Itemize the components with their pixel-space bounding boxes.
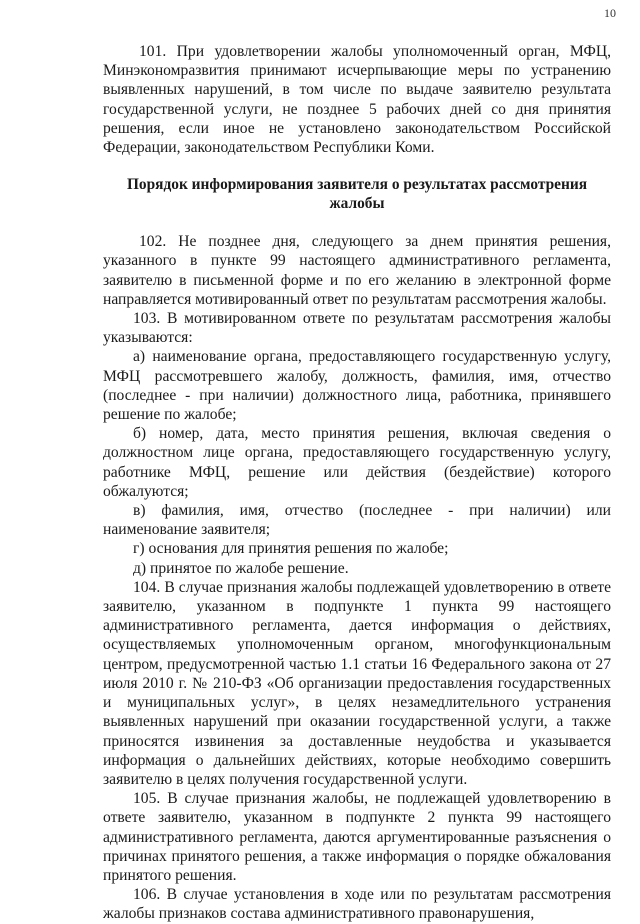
- list-item-d: д) принятое по жалобе решение.: [133, 559, 349, 577]
- paragraph-104: 104. В случае признания жалобы подлежащей удовлетворению в ответе заявителю, указанном в подпункте 1 пункта 99 настоящего административного регламента, дается информация о действиях, осуществляемых уполномоченным органом, многофункциональным центром, предусмотренной частью 1.1 статьи 16 Федерального закона от 27 июля 2010 г. № 210-ФЗ «Об организации предоставления государственных и муниципальных услуг», в целях незамедлительного устранения выявленных нарушений при оказании государственной услуги, а также приносятся извинения за доставленные неудобства и указывается информация о дальнейших действиях, которые необходимо совершить заявителю в целях получения государственной услуги.: [103, 578, 611, 788]
- list-item-g: г) основания для принятия решения по жалобе;: [133, 540, 449, 558]
- page-number: 10: [604, 6, 616, 20]
- document-body: [103, 42, 611, 924]
- section-heading: Порядок информирования заявителя о результатах рассмотрения жалобы: [126, 176, 588, 213]
- paragraph-106: 106. В случае установления в ходе или по результатам рассмотрения жалобы признаков состава административного правонарушения,: [103, 886, 611, 923]
- list-item-b: б) номер, дата, место принятия решения, включая сведения о должностном лице органа, предоставляющего государственную услугу, работнике МФЦ, решение или действия (бездействие) которого обжалуются;: [103, 425, 611, 500]
- list-item-v: в) фамилия, имя, отчество (последнее - при наличии) или наименование заявителя;: [103, 502, 611, 539]
- list-item-a: а) наименование органа, предоставляющего государственную услугу, МФЦ рассмотревшего жалобу, должность, фамилия, имя, отчество (последнее - при наличии) должностного лица, работника, принявшего решение по жалобе;: [103, 348, 611, 424]
- paragraph-101: 101. При удовлетворении жалобы уполномоченный орган, МФЦ, Минэкономразвития принимают исчерпывающие меры по устранению выявленных нарушений, в том числе по выдаче заявителю результата государственной услуги, не позднее 5 рабочих дней со дня принятия решения, если иное не установлено законодательством Российской Федерации, законодательством Республики Коми.: [103, 43, 611, 157]
- paragraph-105: 105. В случае признания жалобы, не подлежащей удовлетворению в ответе заявителю, указанном в подпункте 2 пункта 99 настоящего административного регламента, даются аргументированные разъяснения о причинах принятого решения, а также информация о порядке обжалования принятого решения.: [103, 790, 611, 884]
- paragraph-103: 103. В мотивированном ответе по результатам рассмотрения жалобы указываются:: [103, 310, 611, 347]
- paragraph-102: 102. Не позднее дня, следующего за днем принятия решения, указанного в пункте 99 настоящего административного регламента, заявителю в письменной форме и по его желанию в электронной форме направляется мотивированный ответ по результатам рассмотрения жалобы.: [103, 233, 611, 308]
